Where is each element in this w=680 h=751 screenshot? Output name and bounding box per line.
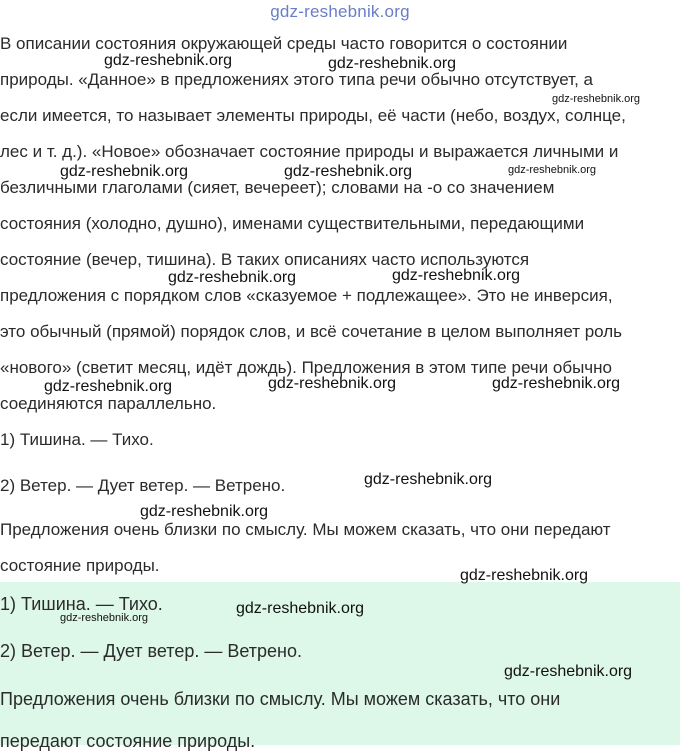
watermark-text: gdz-reshebnik.org: [140, 503, 269, 520]
site-header-watermark: gdz-reshebnik.org: [270, 2, 410, 21]
answer-example-2: 2) Ветер. — Дует ветер. — Ветрено.: [0, 641, 303, 661]
text-line-1: В описании состояния окружающей среды часто говорится о состоянии: [0, 34, 568, 53]
text-line-10: «нового» (светит месяц, идёт дождь). Предложения в этом типе речи обычно: [0, 358, 612, 377]
text-line-11: соединяются параллельно.: [0, 394, 217, 413]
text-line-6: состояния (холодно, душно), именами существительными, передающими: [0, 214, 585, 233]
text-line-2: природы. «Данное» в предложениях этого типа речи обычно отсутствует, а: [0, 70, 593, 89]
watermark-text: gdz-reshebnik.org: [104, 52, 233, 69]
watermark-text: gdz-reshebnik.org: [392, 267, 521, 284]
watermark-text: gdz-reshebnik.org: [284, 163, 413, 180]
text-line-5: безличными глаголами (сияет, вечереет); словами на -о со значением: [0, 178, 555, 197]
conclusion-line-1: Предложения очень близки по смыслу. Мы можем сказать, что они передают: [0, 520, 611, 539]
watermark-text: gdz-reshebnik.org: [236, 600, 365, 617]
watermark-text: gdz-reshebnik.org: [60, 163, 189, 180]
watermark-text: gdz-reshebnik.org: [328, 55, 457, 72]
watermark-text: gdz-reshebnik.org: [44, 378, 173, 395]
watermark-text: gdz-reshebnik.org: [504, 663, 633, 680]
watermark-text: gdz-reshebnik.org: [492, 375, 621, 392]
watermark-text: gdz-reshebnik.org: [552, 93, 641, 105]
watermark-text: gdz-reshebnik.org: [168, 269, 297, 286]
example-line-2: 2) Ветер. — Дует ветер. — Ветрено.: [0, 476, 286, 495]
conclusion-line-2: состояние природы.: [0, 556, 160, 575]
text-line-8: предложения с порядком слов «сказуемое + подлежащее». Это не инверсия,: [0, 286, 613, 305]
watermark-text: gdz-reshebnik.org: [364, 471, 493, 488]
text-line-9: это обычный (прямой) порядок слов, и всё сочетание в целом выполняет роль: [0, 322, 623, 341]
watermark-text: gdz-reshebnik.org: [460, 567, 589, 584]
answer-conclusion-1: Предложения очень близки по смыслу. Мы можем сказать, что они: [0, 689, 561, 709]
watermark-text: gdz-reshebnik.org: [268, 375, 397, 392]
example-line-1: 1) Тишина. — Тихо.: [0, 430, 154, 449]
text-line-7: состояние (вечер, тишина). В таких описаниях часто используются: [0, 250, 530, 269]
text-line-4: лес и т. д.). «Новое» обозначает состояние природы и выражается личными и: [0, 142, 619, 161]
watermark-text: gdz-reshebnik.org: [60, 612, 149, 624]
answer-example-1: 1) Тишина. — Тихо.: [0, 594, 163, 614]
text-line-3: если имеется, то называет элементы природы, её части (небо, воздух, солнце,: [0, 106, 626, 125]
watermark-text: gdz-reshebnik.org: [508, 164, 597, 176]
answer-conclusion-2: передают состояние природы.: [0, 731, 256, 751]
